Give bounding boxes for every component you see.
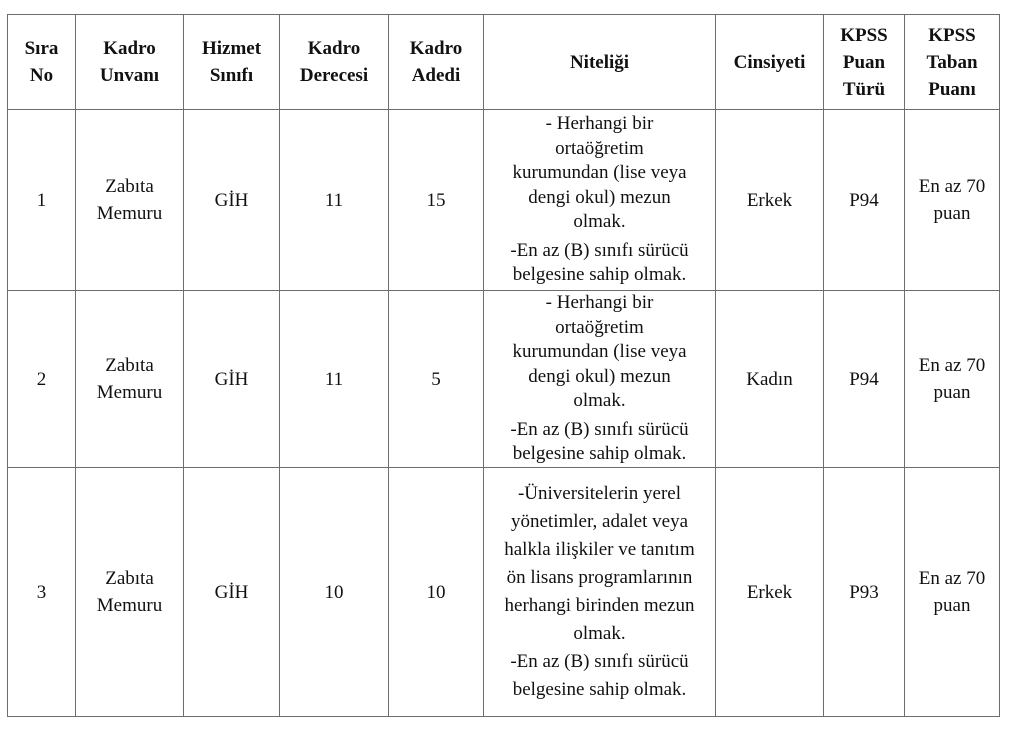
cell-niteligi: -Üniversitelerin yerel yönetimler, adalet veya halkla ilişkiler ve tanıtım ön lisans programlarının herhangi birinden mezun olmak. -En az (B) sınıfı sürücü belgesine sahip olmak. <box>484 468 716 717</box>
cell-kadro-unvani: Zabıta Memuru <box>76 291 184 468</box>
cell-cinsiyeti: Erkek <box>716 110 824 291</box>
kadro-table <box>7 14 1000 717</box>
cell-hizmet-sinifi: GİH <box>184 110 280 291</box>
table-row <box>8 468 1000 717</box>
cell-kpss-puan-turu: P94 <box>824 110 905 291</box>
header-cinsiyeti: Cinsiyeti <box>716 15 824 110</box>
cell-kpss-taban-puani: En az 70 puan <box>905 291 1000 468</box>
cell-cinsiyeti: Erkek <box>716 468 824 717</box>
cell-sira-no: 1 <box>8 110 76 291</box>
cell-sira-no: 3 <box>8 468 76 717</box>
cell-cinsiyeti: Kadın <box>716 291 824 468</box>
cell-kadro-derecesi: 10 <box>280 468 389 717</box>
header-kpss-taban-puani: KPSS Taban Puanı <box>905 15 1000 110</box>
cell-sira-no: 2 <box>8 291 76 468</box>
cell-kadro-adedi: 10 <box>389 468 484 717</box>
cell-kpss-puan-turu: P94 <box>824 291 905 468</box>
header-kadro-derecesi: Kadro Derecesi <box>280 15 389 110</box>
header-kpss-puan-turu: KPSS Puan Türü <box>824 15 905 110</box>
table-row <box>8 110 1000 291</box>
cell-kpss-taban-puani: En az 70 puan <box>905 110 1000 291</box>
header-sira-no: Sıra No <box>8 15 76 110</box>
cell-kadro-adedi: 5 <box>389 291 484 468</box>
table-row <box>8 291 1000 468</box>
cell-kadro-derecesi: 11 <box>280 291 389 468</box>
header-niteligi: Niteliği <box>484 15 716 110</box>
cell-hizmet-sinifi: GİH <box>184 468 280 717</box>
header-kadro-unvani: Kadro Unvanı <box>76 15 184 110</box>
cell-kpss-taban-puani: En az 70 puan <box>905 468 1000 717</box>
header-row <box>8 15 1000 110</box>
cell-niteligi: - Herhangi bir ortaöğretim kurumundan (lise veya dengi okul) mezun olmak. -En az (B) sınıfı sürücü belgesine sahip olmak. <box>484 110 716 291</box>
cell-kpss-puan-turu: P93 <box>824 468 905 717</box>
cell-kadro-unvani: Zabıta Memuru <box>76 110 184 291</box>
cell-kadro-adedi: 15 <box>389 110 484 291</box>
cell-niteligi: - Herhangi bir ortaöğretim kurumundan (lise veya dengi okul) mezun olmak. -En az (B) sınıfı sürücü belgesine sahip olmak. <box>484 291 716 468</box>
header-kadro-adedi: Kadro Adedi <box>389 15 484 110</box>
cell-kadro-unvani: Zabıta Memuru <box>76 468 184 717</box>
cell-hizmet-sinifi: GİH <box>184 291 280 468</box>
cell-kadro-derecesi: 11 <box>280 110 389 291</box>
header-hizmet-sinifi: Hizmet Sınıfı <box>184 15 280 110</box>
